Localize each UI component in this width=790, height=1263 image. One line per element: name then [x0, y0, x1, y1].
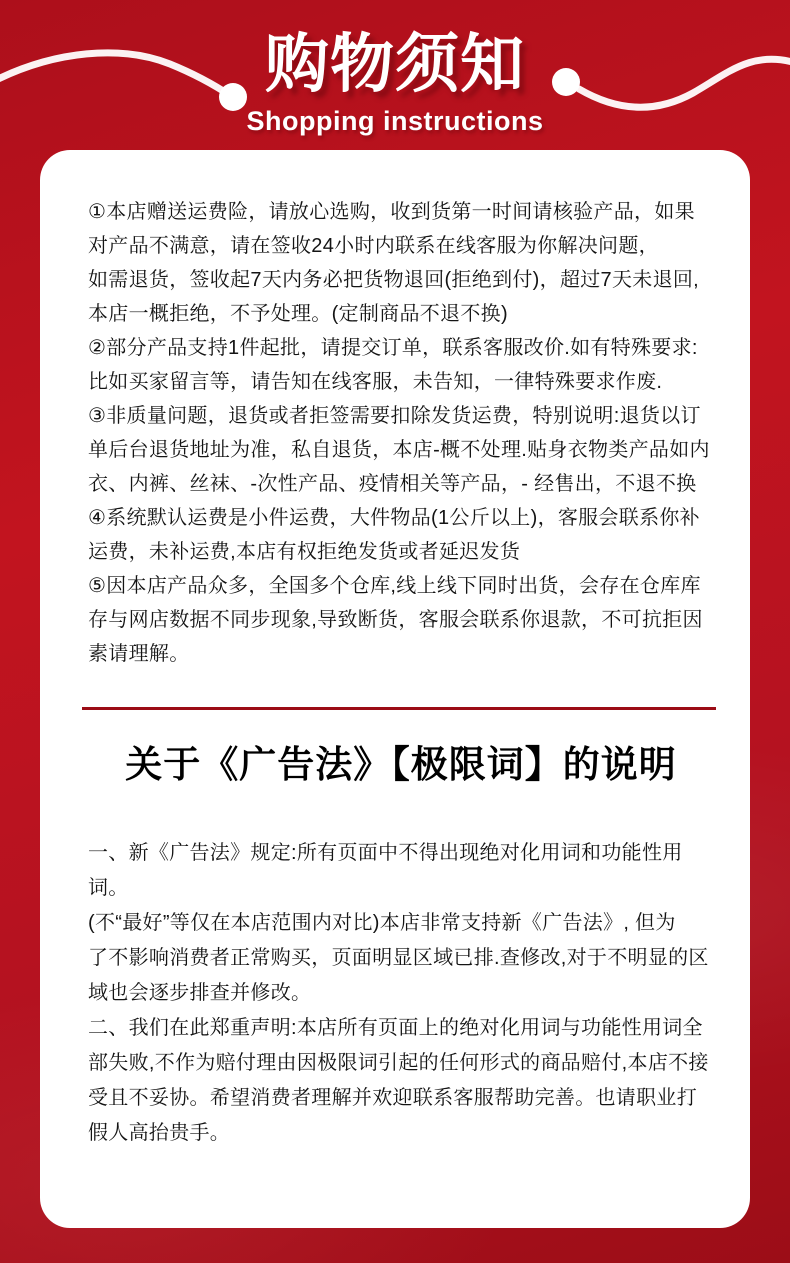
instructions-card — [40, 150, 750, 1228]
page-title: 购物须知 — [265, 28, 525, 100]
section-divider — [82, 707, 716, 710]
title-block — [0, 24, 790, 136]
law-paragraphs: 一、新《广告法》规定:所有页面中不得出现绝对化用词和功能性用词。 (不“最好”等仅在本店范围内对比)本店非常支持新《广告法》, 但为 了不影响消费者正常购买，页面明显区域已排.查修改,对于不明显的区 域也会逐步排查并修改。 二、我们在此郑重声明:本店所有页面上的绝对化用词与功能性用词全 部失败,不作为赔付理由因极限词引起的任何形式的商品赔付,本店不接 受且不妥协。希望消费者理解并欢迎联系客服帮助完善。也请职业打 假人高抬贵手。 — [88, 842, 709, 1144]
header-banner — [0, 0, 790, 160]
law-section-heading: 关于《广告法》【极限词】的说明 — [125, 744, 677, 785]
page-subtitle: Shopping instructions — [246, 106, 544, 136]
notice-paragraphs: ①本店赠送运费险，请放心选购，收到货第一时间请核验产品，如果 对产品不满意，请在签收24小时内联系在线客服为你解决问题， 如需退货，签收起7天内务必把货物退回(拒绝到付)，超过7天未退回, 本店一概拒绝，不予处理。(定制商品不退不换) ②部分产品支持1件起批，请提交订单，联系客服改价.如有特殊要求: 比如买家留言等，请告知在线客服，未告知，一律特殊要求作废. ③非质量问题，退货或者拒签需要扣除发货运费，特别说明:退货以订 单后台退货地址为准，私自退货，本店-概不处理.贴身衣物类产品如内 衣、内裤、丝袜、-次性产品、疫情相关等产品，- 经售出，不退不换 ④系统默认运费是小件运费，大件物品(1公斤以上)，客服会联系你补 运费，未补运费,本店有权拒绝发货或者延迟发货 ⑤因本店产品众多，全国多个仓库,线上线下同时出货，会存在仓库库 存与网店数据不同步现象,导致断货，客服会联系你退款，不可抗拒因 素请理解。 — [88, 201, 710, 665]
